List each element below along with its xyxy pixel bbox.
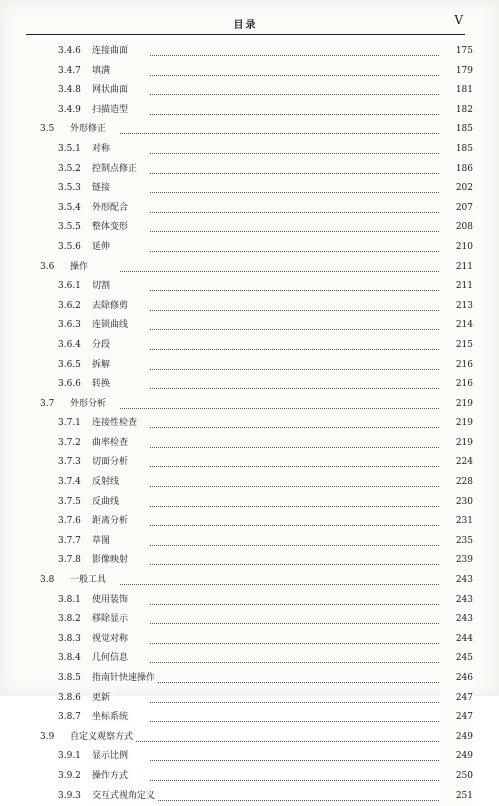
toc-dot-leader: [150, 447, 459, 448]
toc-subsection-row: [0, 42, 499, 62]
toc-entry-page-number: 244: [440, 630, 473, 650]
toc-entry-title-wrap: [92, 747, 131, 767]
toc-entry-title-wrap: [92, 160, 140, 180]
toc-entry-number: 3.4.9: [58, 104, 81, 115]
toc-dot-leader: [150, 643, 459, 644]
toc-entry-title: 扫描造型: [92, 105, 131, 115]
toc-subsection-row: [0, 160, 499, 180]
toc-entry-page-number: 181: [440, 81, 473, 101]
toc-dot-leader: [150, 604, 459, 605]
toc-entry-title-wrap: [70, 120, 109, 140]
toc-section-row: [0, 120, 499, 140]
toc-entry-title: 延伸: [92, 242, 113, 252]
toc-subsection-row: [0, 297, 499, 317]
toc-entry-title-wrap: [70, 258, 91, 278]
toc-dot-leader: [150, 466, 459, 467]
toc-entry-title: 整体变形: [92, 222, 131, 232]
toc-entry-title-wrap: [92, 767, 131, 787]
toc-subsection-row: [0, 218, 499, 238]
toc-subsection-row: [0, 179, 499, 199]
toc-entry-title: 更新: [92, 693, 113, 703]
toc-entry-page-number: 250: [440, 767, 473, 787]
toc-entry-number: 3.5.1: [58, 143, 81, 154]
toc-entry-number: 3.5.4: [58, 202, 81, 213]
toc-entry-number: 3.7.2: [58, 437, 81, 448]
toc-entry-title-wrap: [92, 630, 131, 650]
toc-subsection-row: [0, 493, 499, 513]
toc-dot-leader: [150, 114, 459, 115]
toc-entry-number: 3.4.7: [58, 65, 81, 76]
toc-entry-number: 3.9.3: [58, 790, 81, 801]
toc-entry-title-wrap: [92, 787, 158, 806]
toc-entry-number: 3.7.3: [58, 457, 81, 468]
toc-dot-leader: [150, 231, 459, 232]
toc-entry-number: 3.8: [40, 575, 55, 586]
toc-subsection-row: [0, 708, 499, 728]
header-page-number: V: [454, 13, 463, 27]
toc-entry-title: 填满: [92, 66, 113, 76]
toc-entry-title: 链接: [92, 183, 113, 193]
toc-entry-title: 分段: [92, 340, 113, 350]
toc-entry-page-number: 175: [440, 42, 473, 62]
toc-entry-number: 3.9.2: [58, 770, 81, 781]
toc-entry-title-wrap: [92, 689, 113, 709]
toc-dot-leader: [150, 427, 459, 428]
toc-subsection-row: [0, 689, 499, 709]
toc-section-row: [0, 395, 499, 415]
toc-entry-title-wrap: [92, 375, 113, 395]
toc-dot-leader: [150, 662, 459, 663]
toc-entry-title: 拆解: [92, 360, 113, 370]
toc-entry-number: 3.8.2: [58, 614, 81, 625]
toc-subsection-row: [0, 434, 499, 454]
toc-dot-leader: [150, 251, 459, 252]
toc-dot-leader: [150, 388, 459, 389]
toc-entry-title-wrap: [92, 101, 131, 121]
toc-dot-leader: [120, 271, 459, 272]
toc-entry-title: 切割: [92, 281, 113, 291]
toc-entry-title: 网状曲面: [92, 85, 131, 95]
toc-entry-page-number: 251: [440, 787, 473, 806]
toc-dot-leader: [150, 173, 459, 174]
toc-dot-leader: [150, 75, 459, 76]
toc-dot-leader: [150, 153, 459, 154]
toc-entry-number: 3.5.2: [58, 163, 81, 174]
toc-entry-title: 对称: [92, 144, 113, 154]
toc-entry-number: 3.9.1: [58, 751, 81, 762]
toc-entry-title: 控制点修正: [92, 164, 140, 174]
toc-entry-number: 3.6.3: [58, 320, 81, 331]
table-of-contents: [0, 42, 499, 806]
toc-entry-number: 3.7.5: [58, 496, 81, 507]
toc-entry-title-wrap: [92, 493, 122, 513]
toc-entry-title-wrap: [92, 316, 131, 336]
toc-entry-number: 3.7.8: [58, 555, 81, 566]
toc-subsection-row: [0, 787, 499, 806]
toc-entry-title-wrap: [92, 473, 122, 493]
toc-dot-leader: [150, 486, 459, 487]
toc-entry-title: 自定义观察方式: [70, 732, 136, 742]
toc-subsection-row: [0, 767, 499, 787]
toc-entry-title-wrap: [92, 532, 113, 552]
toc-entry-page-number: 207: [440, 199, 473, 219]
toc-entry-number: 3.8.7: [58, 712, 81, 723]
toc-entry-page-number: 243: [440, 571, 473, 591]
toc-dot-leader: [150, 192, 459, 193]
toc-subsection-row: [0, 238, 499, 258]
toc-entry-page-number: 182: [440, 101, 473, 121]
toc-entry-number: 3.7.6: [58, 516, 81, 527]
toc-entry-page-number: 246: [440, 669, 473, 689]
toc-subsection-row: [0, 62, 499, 82]
toc-entry-page-number: 179: [440, 62, 473, 82]
toc-entry-title: 操作: [70, 262, 91, 272]
toc-entry-page-number: 219: [440, 414, 473, 434]
toc-dot-leader: [150, 55, 459, 56]
toc-entry-title-wrap: [92, 238, 113, 258]
toc-dot-leader: [150, 349, 459, 350]
toc-entry-number: 3.8.6: [58, 692, 81, 703]
toc-dot-leader: [150, 780, 459, 781]
toc-entry-title-wrap: [92, 199, 131, 219]
toc-dot-leader: [150, 623, 459, 624]
toc-entry-title: 去除修剪: [92, 301, 131, 311]
toc-entry-title-wrap: [92, 669, 158, 689]
toc-entry-title: 曲率检查: [92, 438, 131, 448]
toc-dot-leader: [150, 310, 459, 311]
toc-entry-title: 交互式视角定义: [92, 791, 158, 801]
toc-subsection-row: [0, 356, 499, 376]
toc-dot-leader: [120, 584, 459, 585]
toc-subsection-row: [0, 81, 499, 101]
toc-entry-title: 连锁曲线: [92, 320, 131, 330]
toc-subsection-row: [0, 375, 499, 395]
toc-dot-leader: [150, 506, 459, 507]
toc-entry-title: 反射线: [92, 477, 122, 487]
toc-dot-leader: [150, 760, 459, 761]
toc-entry-title-wrap: [92, 453, 131, 473]
toc-entry-title: 使用装饰: [92, 595, 131, 605]
toc-entry-title: 一般工具: [70, 575, 109, 585]
toc-subsection-row: [0, 551, 499, 571]
toc-entry-number: 3.5.5: [58, 222, 81, 233]
toc-dot-leader: [120, 741, 459, 742]
toc-entry-title-wrap: [92, 277, 113, 297]
toc-entry-number: 3.6.6: [58, 379, 81, 390]
toc-subsection-row: [0, 277, 499, 297]
toc-entry-title-wrap: [70, 395, 109, 415]
toc-entry-number: 3.6: [40, 261, 55, 272]
toc-entry-title: 外形修正: [70, 124, 109, 134]
toc-dot-leader: [120, 133, 459, 134]
header-title: 目录: [233, 20, 258, 31]
toc-entry-title: 坐标系统: [92, 712, 131, 722]
toc-entry-title-wrap: [92, 336, 113, 356]
toc-entry-title: 反曲线: [92, 497, 122, 507]
toc-entry-title: 切面分析: [92, 457, 131, 467]
toc-subsection-row: [0, 336, 499, 356]
toc-entry-title: 连接性检查: [92, 418, 140, 428]
toc-entry-page-number: 186: [440, 160, 473, 180]
toc-dot-leader: [150, 525, 459, 526]
toc-dot-leader: [150, 564, 459, 565]
toc-entry-page-number: 219: [440, 434, 473, 454]
toc-entry-title: 外形配合: [92, 203, 131, 213]
toc-entry-page-number: 216: [440, 356, 473, 376]
toc-entry-title: 操作方式: [92, 771, 131, 781]
toc-dot-leader: [150, 545, 459, 546]
toc-entry-number: 3.7: [40, 398, 55, 409]
toc-entry-page-number: 208: [440, 218, 473, 238]
toc-entry-title-wrap: [92, 140, 113, 160]
toc-subsection-row: [0, 630, 499, 650]
page-header: [26, 12, 465, 35]
toc-entry-number: 3.8.1: [58, 594, 81, 605]
toc-entry-title-wrap: [92, 551, 131, 571]
toc-subsection-row: [0, 101, 499, 121]
toc-entry-title-wrap: [92, 414, 140, 434]
toc-entry-number: 3.4.8: [58, 85, 81, 96]
toc-entry-title-wrap: [92, 356, 113, 376]
toc-entry-title: 距离分析: [92, 516, 131, 526]
toc-dot-leader: [150, 800, 459, 801]
toc-entry-number: 3.6.4: [58, 339, 81, 350]
toc-subsection-row: [0, 610, 499, 630]
toc-entry-title: 视觉对称: [92, 634, 131, 644]
toc-entry-title: 草图: [92, 536, 113, 546]
toc-entry-title-wrap: [92, 179, 113, 199]
toc-dot-leader: [120, 408, 459, 409]
toc-entry-title: 转换: [92, 379, 113, 389]
toc-entry-title-wrap: [70, 728, 136, 748]
toc-subsection-row: [0, 591, 499, 611]
toc-entry-page-number: 228: [440, 473, 473, 493]
toc-dot-leader: [150, 702, 459, 703]
toc-entry-page-number: 239: [440, 551, 473, 571]
toc-dot-leader: [150, 721, 459, 722]
toc-entry-title-wrap: [92, 42, 131, 62]
toc-entry-number: 3.5.3: [58, 183, 81, 194]
toc-entry-title: 移除显示: [92, 614, 131, 624]
toc-dot-leader: [150, 329, 459, 330]
toc-subsection-row: [0, 453, 499, 473]
toc-subsection-row: [0, 532, 499, 552]
toc-entry-title-wrap: [92, 708, 131, 728]
toc-entry-number: 3.8.3: [58, 633, 81, 644]
toc-entry-page-number: 215: [440, 336, 473, 356]
toc-entry-page-number: 245: [440, 649, 473, 669]
toc-entry-title-wrap: [92, 591, 131, 611]
toc-dot-leader: [150, 290, 459, 291]
toc-dot-leader: [150, 94, 459, 95]
toc-entry-page-number: 224: [440, 453, 473, 473]
toc-entry-title: 几何信息: [92, 653, 131, 663]
toc-subsection-row: [0, 473, 499, 493]
toc-entry-page-number: 202: [440, 179, 473, 199]
toc-entry-number: 3.5.6: [58, 241, 81, 252]
toc-entry-title-wrap: [92, 81, 131, 101]
toc-entry-title-wrap: [92, 649, 131, 669]
toc-subsection-row: [0, 199, 499, 219]
toc-entry-title: 指南针快速操作: [92, 673, 158, 683]
toc-section-row: [0, 728, 499, 748]
toc-entry-page-number: 243: [440, 591, 473, 611]
toc-entry-number: 3.8.5: [58, 673, 81, 683]
toc-subsection-row: [0, 649, 499, 669]
toc-entry-page-number: 214: [440, 316, 473, 336]
toc-entry-page-number: 249: [440, 747, 473, 767]
toc-entry-number: 3.6.1: [58, 281, 81, 292]
toc-entry-number: 3.8.4: [58, 653, 81, 664]
toc-entry-title-wrap: [70, 571, 109, 591]
toc-entry-page-number: 211: [440, 277, 473, 297]
toc-entry-page-number: 230: [440, 493, 473, 513]
toc-entry-page-number: 231: [440, 512, 473, 532]
toc-entry-page-number: 243: [440, 610, 473, 630]
toc-entry-page-number: 247: [440, 689, 473, 709]
toc-entry-title: 影像映射: [92, 555, 131, 565]
toc-subsection-row: [0, 747, 499, 767]
toc-entry-title-wrap: [92, 218, 131, 238]
toc-entry-page-number: 213: [440, 297, 473, 317]
toc-entry-title: 显示比例: [92, 751, 131, 761]
toc-subsection-row: [0, 512, 499, 532]
toc-dot-leader: [150, 212, 459, 213]
toc-dot-leader: [150, 369, 459, 370]
toc-section-row: [0, 571, 499, 591]
toc-entry-title-wrap: [92, 434, 131, 454]
toc-entry-page-number: 219: [440, 395, 473, 415]
toc-entry-number: 3.5: [40, 124, 55, 135]
toc-subsection-row: [0, 414, 499, 434]
toc-entry-title: 外形分析: [70, 399, 109, 409]
toc-entry-page-number: 249: [440, 728, 473, 748]
toc-entry-page-number: 185: [440, 120, 473, 140]
toc-subsection-row: [0, 140, 499, 160]
toc-entry-title: 连接曲面: [92, 46, 131, 56]
toc-entry-page-number: 235: [440, 532, 473, 552]
toc-section-row: [0, 258, 499, 278]
toc-entry-page-number: 210: [440, 238, 473, 258]
toc-entry-title-wrap: [92, 610, 131, 630]
toc-entry-page-number: 211: [440, 258, 473, 278]
toc-entry-number: 3.6.5: [58, 359, 81, 370]
toc-entry-number: 3.9: [40, 731, 55, 742]
toc-entry-title-wrap: [92, 512, 131, 532]
toc-entry-number: 3.6.2: [58, 300, 81, 311]
toc-subsection-row: [0, 316, 499, 336]
toc-entry-number: 3.7.1: [58, 418, 81, 429]
toc-entry-page-number: 185: [440, 140, 473, 160]
toc-subsection-row: [0, 669, 499, 689]
toc-entry-page-number: 247: [440, 708, 473, 728]
toc-entry-title-wrap: [92, 62, 113, 82]
toc-entry-number: 3.7.7: [58, 535, 81, 546]
toc-dot-leader: [150, 682, 459, 683]
toc-entry-title-wrap: [92, 297, 131, 317]
toc-entry-number: 3.7.4: [58, 477, 81, 488]
toc-entry-number: 3.4.6: [58, 46, 81, 56]
toc-entry-page-number: 216: [440, 375, 473, 395]
